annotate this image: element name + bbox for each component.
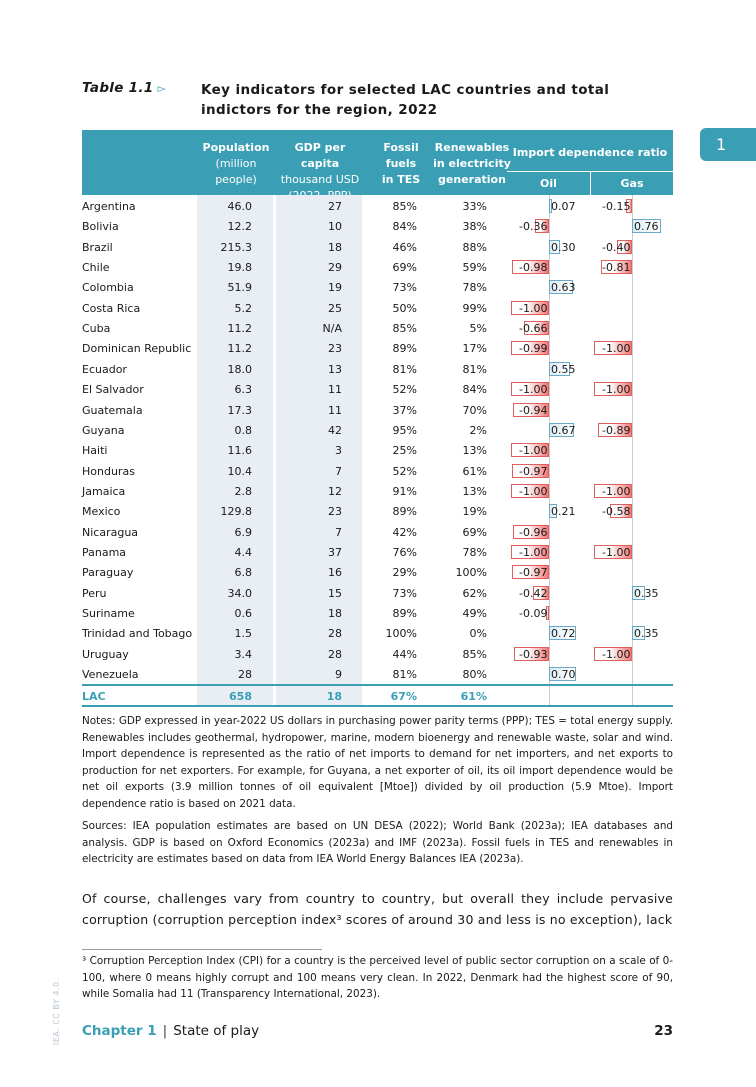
- renewables-value: 38%: [462, 220, 487, 234]
- oil-value: -0.97: [519, 464, 548, 478]
- oil-value: -0.94: [519, 403, 548, 417]
- footer-separator: |: [162, 1023, 168, 1039]
- renewables-value: 0%: [469, 627, 487, 641]
- oil-value: 0.67: [551, 423, 576, 437]
- total-bottom-line: [82, 705, 673, 707]
- country-name: Brazil: [82, 240, 113, 254]
- license-credit: IEA. CC BY 4.0.: [52, 978, 61, 1045]
- header-oil: Oil: [540, 177, 557, 190]
- gdp-value: 27: [328, 200, 342, 213]
- total-pop: 658: [229, 690, 252, 703]
- renewables-value: 99%: [462, 301, 487, 315]
- gdp-value: 7: [335, 525, 342, 539]
- total-gdp: 18: [326, 690, 342, 703]
- oil-value: 0.30: [551, 240, 576, 254]
- gdp-value: 9: [335, 668, 342, 682]
- table-notes: Notes: GDP expressed in year-2022 US dollars in purchasing power parity terms (PPP); TES = total energy supply. Renewables includes geothermal, hydropower, marine, modern bioenergy and renewable waste, solar and wind. Import dependence is represented as the ratio of net imports to demand for net importers, and net exports to production for net exporters. For example, for Guyana, a net exporter of oil, its oil import dependence would be net oil exports (3.9 million tonnes of oil equivalent [Mtoe]) divided by oil production (5.9 Mtoe). Import dependence ratio is based on 2021 data.: [82, 715, 673, 810]
- country-name: Cuba: [82, 322, 111, 336]
- gdp-value: 42: [328, 423, 342, 437]
- table-row: [82, 298, 673, 318]
- renewables-value: 80%: [462, 668, 487, 682]
- table-row: [82, 338, 673, 358]
- country-name: Haiti: [82, 444, 108, 458]
- header-import: Import dependence ratio: [512, 146, 668, 159]
- country-name: Suriname: [82, 607, 135, 620]
- renewables-value: 88%: [462, 240, 487, 254]
- table-row: [82, 318, 673, 338]
- body-paragraph: Of course, challenges vary from country to country, but overall they include pervasive corruption (corruption perception index³ scores of around 30 and less is no exception), lack: [82, 891, 673, 927]
- country-name: Honduras: [82, 464, 135, 478]
- renewables-value: 78%: [462, 545, 487, 559]
- table-sources: Sources: IEA population estimates are based on UN DESA (2022); World Bank (2023a); IEA databases and analysis. GDP is based on Oxford Economics (2023a) and IMF (2023a). Fossil fuels in TES and renewables in electricity are estimates based on data from IEA World Energy Balances IEA (2023a).: [82, 820, 673, 865]
- population-value: 4.4: [234, 545, 252, 559]
- country-name: Colombia: [82, 281, 134, 295]
- population-value: 6.9: [234, 525, 252, 539]
- country-name: Ecuador: [82, 362, 127, 376]
- oil-value: -1.00: [519, 484, 548, 498]
- table-row: [82, 542, 673, 562]
- gas-value: -1.00: [602, 545, 631, 559]
- population-value: 0.6: [234, 607, 252, 620]
- table-row: [82, 216, 673, 236]
- gdp-value: 28: [328, 647, 342, 661]
- fossil-value: 37%: [392, 403, 417, 417]
- population-value: 2.8: [234, 484, 252, 498]
- population-value: 0.8: [234, 423, 252, 437]
- country-name: Panama: [82, 545, 127, 559]
- oil-value: -0.66: [519, 322, 548, 336]
- footer-section: State of play: [173, 1023, 260, 1039]
- gdp-value: 11: [328, 383, 342, 397]
- population-value: 6.8: [234, 566, 252, 580]
- country-name: Paraguay: [82, 566, 134, 580]
- oil-value: -0.97: [519, 566, 548, 580]
- table-row: [82, 440, 673, 460]
- table-row: [82, 664, 673, 684]
- fossil-value: 52%: [392, 383, 417, 397]
- table-row: [82, 522, 673, 542]
- fossil-value: 81%: [392, 362, 417, 376]
- renewables-value: 62%: [462, 586, 487, 600]
- gas-value: 0.76: [634, 220, 659, 234]
- renewables-value: 2%: [469, 423, 487, 437]
- table-row: [82, 277, 673, 297]
- total-ren: 61%: [460, 690, 487, 703]
- page-footer: [82, 1023, 259, 1039]
- gas-value: -0.58: [602, 505, 631, 519]
- table-row: [82, 359, 673, 379]
- country-name: Peru: [82, 586, 107, 600]
- population-value: 46.0: [227, 200, 252, 213]
- gdp-value: 3: [335, 444, 342, 458]
- country-name: Nicaragua: [82, 525, 139, 539]
- fossil-value: 89%: [392, 505, 417, 519]
- gdp-value: 16: [328, 566, 342, 580]
- table-row: [82, 623, 673, 643]
- population-value: 6.3: [234, 383, 252, 397]
- population-value: 18.0: [227, 362, 252, 376]
- renewables-value: 33%: [462, 200, 487, 213]
- gdp-value: 15: [328, 586, 342, 600]
- gas-value: -0.40: [602, 240, 631, 254]
- oil-value: -0.93: [519, 647, 548, 661]
- renewables-value: 69%: [462, 525, 487, 539]
- renewables-value: 5%: [469, 322, 487, 336]
- country-name: Bolivia: [82, 220, 119, 234]
- population-value: 215.3: [220, 240, 252, 254]
- country-name: Guyana: [82, 423, 125, 437]
- table-row: [82, 481, 673, 501]
- renewables-value: 49%: [462, 607, 487, 620]
- table-row: [82, 583, 673, 603]
- table-row: [82, 603, 673, 623]
- country-name: Jamaica: [82, 484, 126, 498]
- fossil-value: 85%: [392, 200, 417, 213]
- header-renewables: Renewables in electricity generation: [433, 141, 511, 186]
- gdp-value: 11: [328, 403, 342, 417]
- fossil-value: 76%: [392, 545, 417, 559]
- total-fossil: 67%: [390, 690, 417, 703]
- oil-value: -0.09: [519, 607, 548, 620]
- country-name: Costa Rica: [82, 301, 141, 315]
- oil-value: -0.42: [519, 586, 548, 600]
- gdp-value: 13: [328, 362, 342, 376]
- renewables-value: 100%: [455, 566, 487, 580]
- page-number: 23: [654, 1023, 673, 1039]
- fossil-value: 95%: [392, 423, 417, 437]
- population-value: 3.4: [234, 647, 252, 661]
- oil-value: 0.72: [551, 627, 576, 641]
- fossil-value: 84%: [392, 220, 417, 234]
- population-value: 1.5: [234, 627, 252, 641]
- triangle-icon: ▻: [157, 82, 167, 95]
- table-row: [82, 257, 673, 277]
- gdp-value: 23: [328, 505, 342, 519]
- fossil-value: 73%: [392, 586, 417, 600]
- gdp-value: 10: [328, 220, 342, 234]
- population-value: 17.3: [227, 403, 252, 417]
- population-value: 19.8: [227, 261, 252, 275]
- oil-value: -1.00: [519, 301, 548, 315]
- fossil-value: 89%: [392, 342, 417, 356]
- fossil-value: 50%: [392, 301, 417, 315]
- population-value: 129.8: [220, 505, 252, 519]
- header-population: Population (million people): [202, 141, 270, 186]
- gdp-value: 19: [328, 281, 342, 295]
- oil-value: -0.96: [519, 525, 548, 539]
- renewables-value: 61%: [462, 464, 487, 478]
- country-name: Venezuela: [82, 668, 139, 682]
- gdp-value: 23: [328, 342, 342, 356]
- gdp-value: 7: [335, 464, 342, 478]
- oil-value: -1.00: [519, 545, 548, 559]
- gdp-value: 12: [328, 484, 342, 498]
- fossil-value: 85%: [392, 322, 417, 336]
- gdp-value: 25: [328, 301, 342, 315]
- population-value: 51.9: [227, 281, 252, 295]
- gas-value: 0.35: [634, 627, 659, 641]
- fossil-value: 42%: [392, 525, 417, 539]
- fossil-value: 91%: [392, 484, 417, 498]
- table-title: Key indicators for selected LAC countries and total indictors for the region, 2022: [201, 82, 610, 118]
- population-value: 10.4: [227, 464, 252, 478]
- population-value: 34.0: [227, 586, 252, 600]
- gas-value: -1.00: [602, 342, 631, 356]
- fossil-value: 25%: [392, 444, 417, 458]
- total-top-line: [82, 684, 673, 686]
- country-name: Guatemala: [82, 403, 143, 417]
- country-name: El Salvador: [82, 383, 144, 397]
- table-row: [82, 562, 673, 582]
- population-value: 11.6: [227, 444, 252, 458]
- table-row: [82, 237, 673, 257]
- population-value: 28: [238, 668, 252, 682]
- header-gas: Gas: [620, 177, 644, 190]
- fossil-value: 29%: [392, 566, 417, 580]
- oil-value: -0.99: [519, 342, 548, 356]
- country-name: Trinidad and Tobago: [82, 627, 193, 641]
- gdp-value: 18: [328, 240, 342, 254]
- gas-value: -0.81: [602, 261, 631, 275]
- population-value: 5.2: [234, 301, 252, 315]
- fossil-value: 81%: [392, 668, 417, 682]
- population-value: 12.2: [227, 220, 252, 234]
- gdp-value: 28: [328, 627, 342, 641]
- gas-value: -1.00: [602, 647, 631, 661]
- renewables-value: 84%: [462, 383, 487, 397]
- oil-value: 0.63: [551, 281, 576, 295]
- gas-value: -1.00: [602, 383, 631, 397]
- gdp-value: 29: [328, 261, 342, 275]
- country-name: Dominican Republic: [82, 342, 192, 356]
- renewables-value: 19%: [462, 505, 487, 519]
- country-name: Argentina: [82, 200, 136, 213]
- country-name: Uruguay: [82, 647, 129, 661]
- table-row: [82, 196, 673, 216]
- oil-value: -0.98: [519, 261, 548, 275]
- footnote: ³ Corruption Perception Index (CPI) for a country is the perceived level of public sector corruption on a scale of 0-100, where 0 means highly corrupt and 100 means very clean. In 2022, Denmark had the highest score of 90, while Somalia had 11 (Transparency International, 2023).: [82, 955, 673, 1000]
- table-row: [82, 461, 673, 481]
- fossil-value: 52%: [392, 464, 417, 478]
- gdp-value: N/A: [322, 322, 342, 336]
- gas-value: 0.35: [634, 586, 659, 600]
- table-row: [82, 400, 673, 420]
- chapter-tab[interactable]: 1: [700, 128, 756, 161]
- table-row: [82, 420, 673, 440]
- renewables-value: 59%: [462, 261, 487, 275]
- table-row: [82, 501, 673, 521]
- oil-value: -1.00: [519, 444, 548, 458]
- gdp-value: 37: [328, 545, 342, 559]
- renewables-value: 70%: [462, 403, 487, 417]
- fossil-value: 46%: [392, 240, 417, 254]
- fossil-value: 44%: [392, 647, 417, 661]
- fossil-value: 73%: [392, 281, 417, 295]
- total-row: [82, 686, 673, 706]
- fossil-value: 100%: [385, 627, 417, 641]
- renewables-value: 85%: [462, 647, 487, 661]
- table-row: [82, 379, 673, 399]
- renewables-value: 17%: [462, 342, 487, 356]
- oil-value: -0.36: [519, 220, 548, 234]
- fossil-value: 89%: [392, 607, 417, 620]
- footnote-divider: [82, 949, 322, 950]
- renewables-value: 13%: [462, 444, 487, 458]
- gas-value: -1.00: [602, 484, 631, 498]
- fossil-value: 69%: [392, 261, 417, 275]
- oil-value: 0.70: [551, 668, 576, 682]
- country-name: Mexico: [82, 505, 121, 519]
- gas-value: -0.89: [602, 423, 631, 437]
- table-label: Table 1.1 ▻: [82, 80, 167, 96]
- renewables-value: 13%: [462, 484, 487, 498]
- oil-value: -1.00: [519, 383, 548, 397]
- gas-value: -0.15: [602, 200, 631, 213]
- table-row: [82, 644, 673, 664]
- population-value: 11.2: [227, 322, 252, 336]
- renewables-value: 81%: [462, 362, 487, 376]
- gdp-value: 18: [328, 607, 342, 620]
- population-value: 11.2: [227, 342, 252, 356]
- oil-value: 0.07: [551, 200, 576, 213]
- renewables-value: 78%: [462, 281, 487, 295]
- total-name: LAC: [82, 690, 106, 703]
- oil-value: 0.55: [551, 362, 576, 376]
- header-gdp: GDP per capita thousand USD: [280, 141, 360, 186]
- footer-chapter[interactable]: Chapter 1: [82, 1023, 157, 1039]
- header-fossil: Fossil fuels in TES: [381, 141, 421, 186]
- oil-value: 0.21: [551, 505, 576, 519]
- country-name: Chile: [82, 261, 110, 275]
